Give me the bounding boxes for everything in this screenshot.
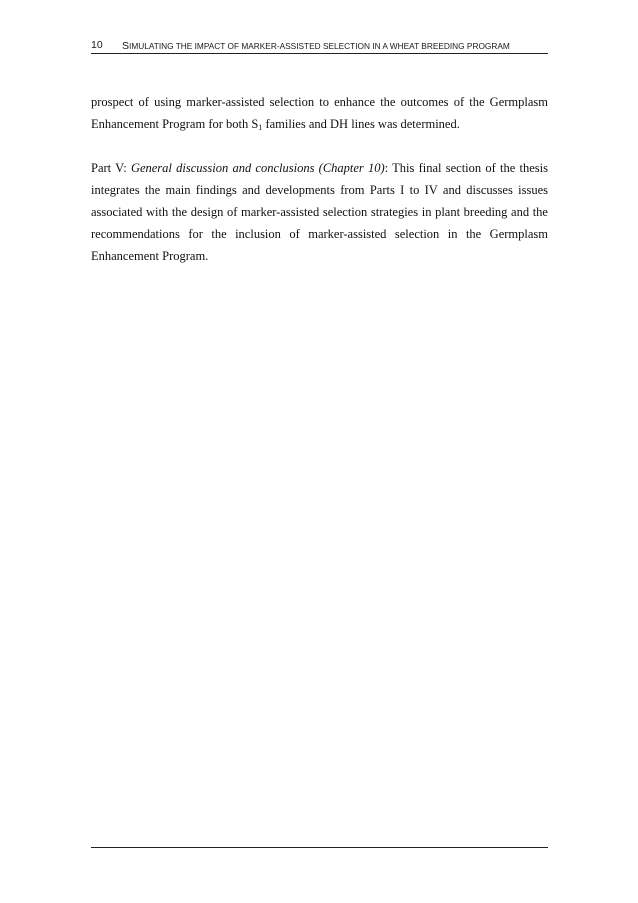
paragraph-part-v <box>91 157 548 267</box>
running-title-rest: IMULATING THE IMPACT OF MARKER-ASSISTED SELECTION IN A WHEAT BREEDING PROGRAM <box>129 41 510 51</box>
paragraph2-chapter-title: General discussion and conclusions (Chapter 10) <box>130 161 385 175</box>
paragraph1-text-a: prospect of using marker-assisted selection to enhance the outcomes of the Germplasm Enhancement Program for both S <box>91 95 548 131</box>
header-rule <box>91 53 548 54</box>
page-number: 10 <box>91 39 103 51</box>
paragraph2-body: : This final section of the thesis integrates the main findings and developments from Parts I to IV and discusses issues associated with the design of marker-assisted selection strategies in plant breeding and the recommendations for the inclusion of marker-assisted selection in the Germplasm Enhancement Program. <box>91 161 548 263</box>
paragraph1-subscript: 1 <box>258 123 263 132</box>
paragraph1-text-b: families and DH lines was determined. <box>262 117 460 131</box>
running-title <box>122 40 510 52</box>
footer-rule <box>91 847 548 848</box>
paragraph2-lead: Part V: <box>91 161 131 175</box>
paragraph-continuation <box>91 91 548 135</box>
running-header <box>91 39 548 53</box>
running-title-initial: S <box>122 40 130 52</box>
